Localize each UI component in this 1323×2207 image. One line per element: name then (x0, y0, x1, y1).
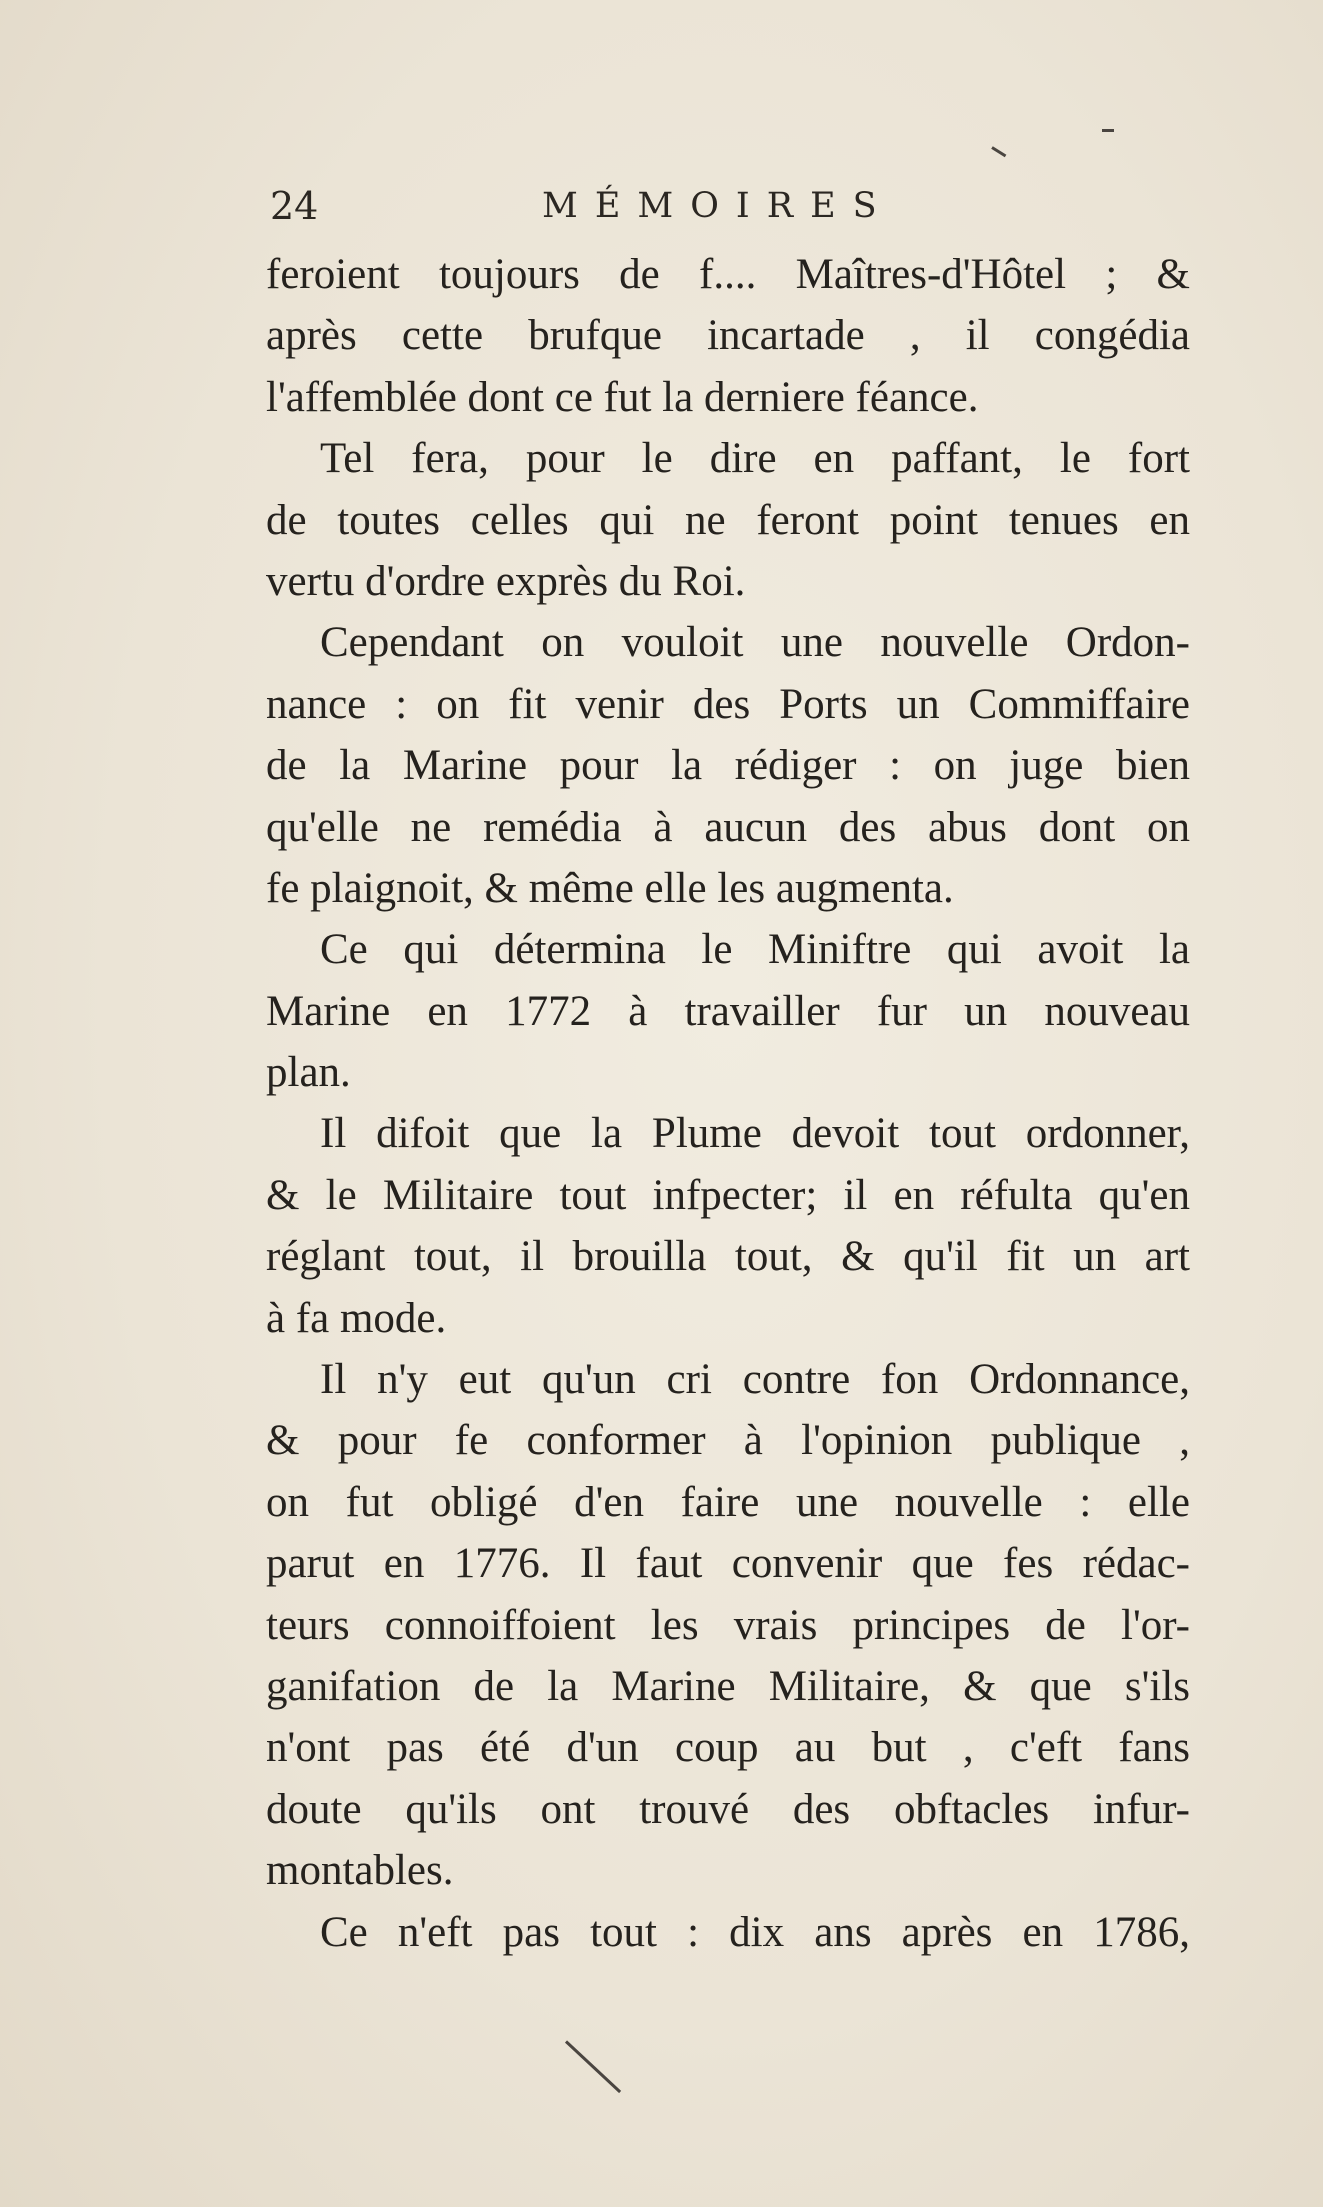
running-title: MÉMOIRES (542, 186, 894, 226)
text-line: nance : on fit venir des Ports un Commiffaire (266, 680, 1190, 728)
text-line: parut en 1776. Il faut convenir que fes rédac- (266, 1540, 1190, 1588)
text-line: de la Marine pour la rédiger : on juge bien (266, 742, 1190, 790)
text-line: ganifation de la Marine Militaire, & que s'ils (266, 1662, 1190, 1710)
text-line: teurs connoiffoient les vrais principes de l'or- (266, 1601, 1190, 1649)
text-line: plan. (266, 1049, 351, 1097)
ink-tick-mark (991, 146, 1006, 157)
text-line: feroient toujours de f.... Maîtres-d'Hôtel ; & (266, 251, 1190, 298)
text-line: Marine en 1772 à travailler fur un nouveau (266, 987, 1190, 1035)
text-line: on fut obligé d'en faire une nouvelle : elle (266, 1478, 1190, 1526)
page-number: 24 (270, 184, 319, 228)
ink-stroke-mark (565, 2040, 621, 2093)
text-line: Ce n'eft pas tout : dix ans après en 1786, (320, 1908, 1190, 1956)
running-head (270, 178, 940, 234)
text-line: montables. (266, 1847, 454, 1895)
text-line: réglant tout, il brouilla tout, & qu'il fit un art (266, 1233, 1190, 1281)
text-line: l'affemblée dont ce fut la derniere féance. (266, 373, 979, 421)
text-line: & pour fe conformer à l'opinion publique , (266, 1417, 1190, 1465)
text-line: Ce qui détermina le Miniftre qui avoit la (320, 926, 1190, 974)
text-line: de toutes celles qui ne feront point tenues en (266, 496, 1190, 544)
text-line: à fa mode. (266, 1294, 447, 1342)
text-line: Tel fera, pour le dire en paffant, le fort (320, 435, 1190, 483)
ink-dash-mark (1102, 129, 1114, 132)
text-line: doute qu'ils ont trouvé des obftacles infur- (266, 1785, 1190, 1833)
text-line: Il difoit que la Plume devoit tout ordonner, (320, 1110, 1190, 1158)
text-line: qu'elle ne remédia à aucun des abus dont on (266, 803, 1190, 851)
text-line: & le Militaire tout infpecter; il en réfulta qu'en (266, 1171, 1190, 1219)
text-line: fe plaignoit, & même elle les augmenta. (266, 864, 954, 912)
text-line: vertu d'ordre exprès du Roi. (266, 557, 746, 605)
text-line: Cependant on vouloit une nouvelle Ordon- (320, 619, 1190, 667)
text-line: Il n'y eut qu'un cri contre fon Ordonnance, (320, 1356, 1190, 1404)
body-text (266, 244, 1190, 1963)
text-line: après cette brufque incartade , il congédia (266, 312, 1190, 360)
text-line: n'ont pas été d'un coup au but , c'eft fans (266, 1724, 1190, 1772)
